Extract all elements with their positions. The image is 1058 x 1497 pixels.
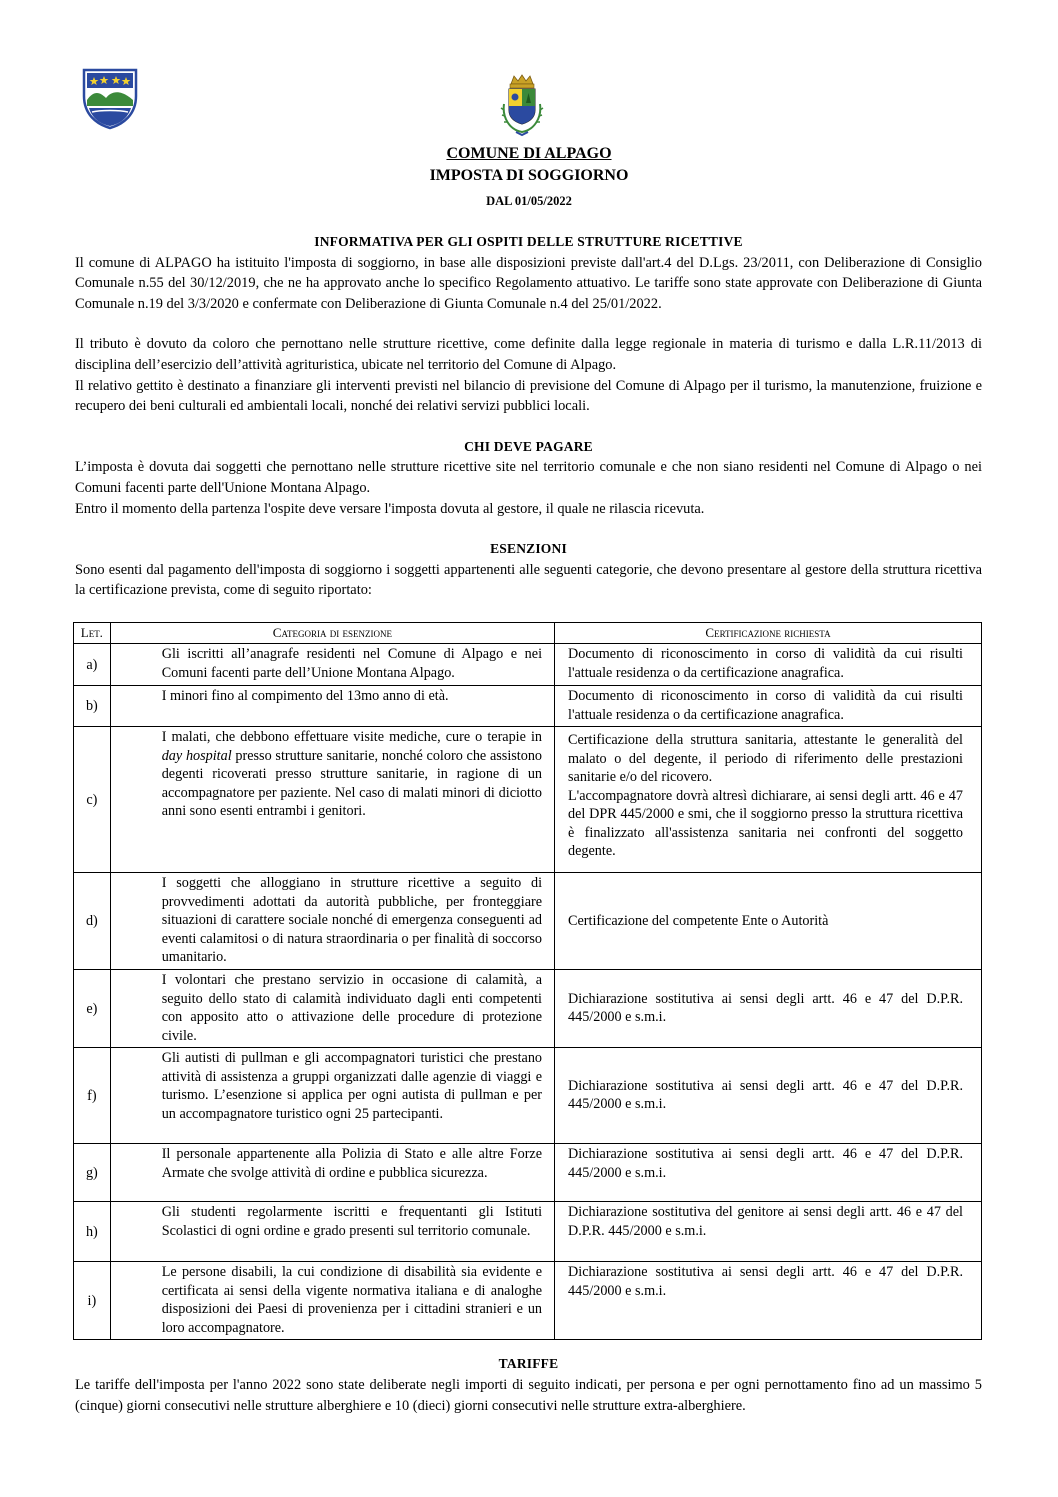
table-row xyxy=(74,644,982,686)
informativa-paragraph-3: Il relativo gettito è destinato a finanziare gli interventi previsti nel bilancio di previsione del Comune di Alpago per il turismo, la manutenzione, fruizione e recupero dei beni culturali ed ambientali locali, nonché dei relativi servizi pubblici locali. xyxy=(75,377,982,415)
row-certification: Documento di riconoscimento in corso di validità da cui risulti l'attuale residenza o da certificazione anagrafica. xyxy=(555,644,982,686)
table-header-row xyxy=(74,622,982,644)
row-letter: h) xyxy=(74,1202,111,1262)
row-certification: Dichiarazione sostitutiva ai sensi degli artt. 46 e 47 del D.P.R. 445/2000 e s.m.i. xyxy=(555,1262,982,1340)
row-category: Il personale appartenente alla Polizia di Stato e alle altre Forze Armate che svolge attività di ordine e pubblica sicurezza. xyxy=(110,1144,554,1202)
row-letter: a) xyxy=(74,644,111,686)
row-certification xyxy=(555,727,982,873)
table-row xyxy=(74,686,982,727)
section-title-tariffe: TARIFFE xyxy=(498,1356,559,1372)
section-title-chi-deve-pagare: CHI DEVE PAGARE xyxy=(464,438,593,454)
row-certification: Dichiarazione sostitutiva ai sensi degli artt. 46 e 47 del D.P.R. 445/2000 e s.m.i. xyxy=(555,1048,982,1144)
row-certification: Certificazione del competente Ente o Autorità xyxy=(555,873,982,970)
informativa-paragraph-1: Il comune di ALPAGO ha istituito l'imposta di soggiorno, in base alle disposizioni previste dall'art.4 del D.Lgs. 23/2011, con Deliberazione di Consiglio Comunale n.55 del 30/12/2019, che ne ha approvato anche lo specifico Regolamento attuativo. Le tariffe sono state approvate con Deliberazione di Giunta Comunale n.19 del 3/3/2020 e confermate con Deliberazione di Giunta Comunale n.4 del 25/01/2022. xyxy=(75,254,982,312)
row-category: Gli autisti di pullman e gli accompagnatori turistici che prestano attività di assistenza a gruppi organizzati dalle agenzie di viaggi e turismo. L’esenzione si applica per ogni autista di pullman e per un accompagnatore turistico ogni 25 partecipanti. xyxy=(110,1048,554,1144)
table-row xyxy=(74,873,982,970)
document-header xyxy=(0,143,1058,212)
row-category: I volontari che prestano servizio in occasione di calamità, a seguito dello stato di calamità individuato dagli enti competenti con apposito atto o attivazione delle procedure di protezione civile. xyxy=(110,970,554,1048)
row-certification-part-2: L'accompagnatore dovrà altresì dichiarare, ai sensi degli artt. 46 e 47 del DPR 445/2000 e smi, che il soggiorno presso la struttura ricettiva è finalizzato all'assistenza sanitaria nei confronti del soggetto degente. xyxy=(568,787,963,860)
page-title: COMUNE DI ALPAGO xyxy=(446,145,612,162)
row-category: Gli studenti regolarmente iscritti e frequentanti gli Istituti Scolastici di ogni ordine e grado presenti sul territorio comunale. xyxy=(110,1202,554,1262)
chi-paragraph-1: L’imposta è dovuta dai soggetti che pernottano nelle strutture ricettive site nel territorio comunale e che non siano residenti nel Comune di Alpago o nei Comuni facenti parte dell'Unione Montana Alpago. xyxy=(75,459,982,496)
row-letter: e) xyxy=(74,970,111,1048)
row-certification-part-1: Certificazione della struttura sanitaria, attestante le generalità del malato o del degente, il periodo di riferimento delle prestazioni sanitarie e/o del ricovero. xyxy=(568,732,963,786)
unione-montana-alpago-shield-icon xyxy=(80,66,140,130)
row-category: I minori fino al compimento del 13mo anno di età. xyxy=(110,686,554,727)
row-category-emphasis: day hospital xyxy=(161,747,232,764)
row-letter: b) xyxy=(74,686,111,727)
comune-alpago-crest-icon xyxy=(498,74,546,140)
page-subtitle: IMPOSTA DI SOGGIORNO xyxy=(429,167,629,184)
table-row xyxy=(74,1048,982,1144)
effective-date: DAL 01/05/2022 xyxy=(486,194,572,208)
row-certification: Documento di riconoscimento in corso di validità da cui risulti l'attuale residenza o da certificazione anagrafica. xyxy=(555,686,982,727)
esenzioni-paragraph-1: Sono esenti dal pagamento dell'imposta di soggiorno i soggetti appartenenti alle seguenti categorie, che devono presentare al gestore della struttura ricettiva la certificazione prevista, come di seguito riportato: xyxy=(75,561,982,599)
row-category: Le persone disabili, la cui condizione di disabilità sia evidente e certificata ai sensi della vigente normativa italiana e di analoghe disposizioni dei Paesi di provenienza per i cittadini stranieri e un loro accompagnatore. xyxy=(110,1262,554,1340)
header-categoria: Categoria di esenzione xyxy=(110,622,554,644)
row-letter: g) xyxy=(74,1144,111,1202)
table-row xyxy=(74,970,982,1048)
row-certification: Dichiarazione sostitutiva ai sensi degli artt. 46 e 47 del D.P.R. 445/2000 e s.m.i. xyxy=(555,970,982,1048)
row-certification: Dichiarazione sostitutiva ai sensi degli artt. 46 e 47 del D.P.R. 445/2000 e s.m.i. xyxy=(555,1144,982,1202)
header-certificazione: Certificazione richiesta xyxy=(555,622,982,644)
row-certification: Dichiarazione sostitutiva del genitore ai sensi degli artt. 46 e 47 del D.P.R. 445/2000 e s.m.i. xyxy=(555,1202,982,1262)
table-row xyxy=(74,1144,982,1202)
row-category-text-2: presso strutture sanitarie, nonché coloro che assistono degenti ricoverati presso strutture sanitarie, in ragione di un accompagnatore per paziente. Nel caso di malati minori di diciotto anni sono esenti entrambi i genitori. xyxy=(161,747,543,820)
row-letter: d) xyxy=(74,873,111,970)
row-letter: c) xyxy=(74,727,111,873)
section-title-informativa: INFORMATIVA PER GLI OSPITI DELLE STRUTTURE RICETTIVE xyxy=(314,234,743,249)
row-category: I soggetti che alloggiano in strutture ricettive a seguito di provvedimenti adottati da autorità pubbliche, per fronteggiare situazioni di carattere sociale nonché di emergenza conseguenti ad eventi calamitosi o di natura straordinaria o per finalità di soccorso umanitario. xyxy=(110,873,554,970)
document-body xyxy=(75,230,982,1416)
row-letter: i) xyxy=(74,1262,111,1340)
row-category-text-1: I malati, che debbono effettuare visite mediche, cure o terapie in xyxy=(161,729,543,746)
row-letter: f) xyxy=(74,1048,111,1144)
header-let: Let. xyxy=(74,622,111,644)
row-category xyxy=(110,727,554,873)
tariffe-paragraph-1: Le tariffe dell'imposta per l'anno 2022 sono state deliberate negli importi di seguito indicati, per persona e per ogni pernottamento fino ad un massimo 5 (cinque) giorni consecutivi nelle strutture alberghiere e 10 (dieci) giorni consecutivi nelle strutture extra-alberghiere. xyxy=(75,1377,982,1414)
informativa-paragraph-2: Il tributo è dovuto da coloro che pernottano nelle strutture ricettive, come definite dalla legge regionale in materia di turismo e dalla L.R.11/2013 di disciplina dell’esercizio dell’attività agrituristica, ubicate nel territorio del Comune di Alpago. xyxy=(75,336,982,373)
section-title-esenzioni: ESENZIONI xyxy=(490,541,567,557)
table-row xyxy=(74,1262,982,1340)
exemptions-table xyxy=(73,622,982,1341)
row-category: Gli iscritti all’anagrafe residenti nel Comune di Alpago e nei Comuni facenti parte dell’Unione Montana Alpago. xyxy=(110,644,554,686)
table-row xyxy=(74,727,982,873)
table-row xyxy=(74,1202,982,1262)
chi-paragraph-2: Entro il momento della partenza l'ospite deve versare l'imposta dovuta al gestore, il quale ne rilascia ricevuta. xyxy=(75,500,705,517)
